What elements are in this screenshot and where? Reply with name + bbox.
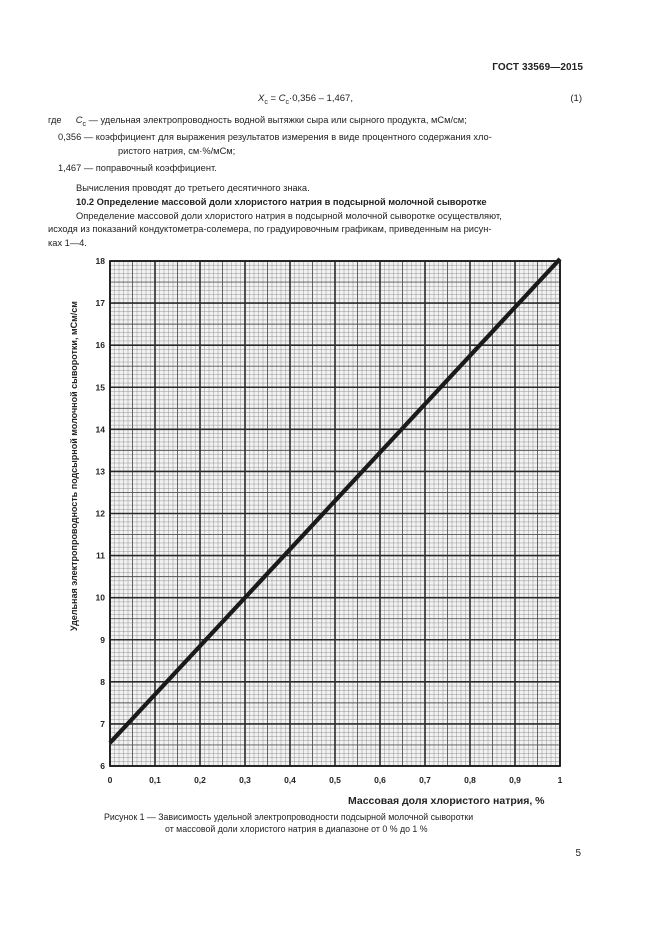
chart-y-tick-label: 15 <box>95 382 105 393</box>
chart-y-tick-label: 16 <box>95 340 105 351</box>
formula-equals: = <box>267 93 279 104</box>
chart-y-tick-label: 17 <box>95 298 105 309</box>
chart-y-tick-label: 8 <box>100 676 105 687</box>
chart-y-tick-label: 6 <box>100 761 105 771</box>
definition-coefficient-text: — коэффициент для выражения результатов измерения в виде процентного содержания хло- <box>83 132 492 142</box>
chart-y-axis-label: Удельная электропроводность подсырной молочной сыворотки, мСм/см <box>69 301 79 631</box>
chart-x-axis-label: Массовая доля хлористого натрия, % <box>348 795 545 807</box>
chart-x-tick-label: 0,6 <box>374 775 386 785</box>
chart-y-tick-label: 7 <box>100 718 105 729</box>
definition-correction-text: — поправочный коэффициент. <box>83 163 217 173</box>
paragraph-line-2: исходя из показаний кондуктометра-солемера, по градуировочным графикам, приведенным на рисун- <box>48 224 492 234</box>
paragraph-line-3: ках 1—4. <box>48 238 87 248</box>
formula-c-subscript: c <box>285 98 290 106</box>
chart-x-tick-label: 0,1 <box>149 775 161 785</box>
figure-caption-line-1: Рисунок 1 — Зависимость удельной электропроводности подсырной молочной сыворотки <box>104 812 474 822</box>
section-heading: 10.2 Определение массовой доли хлористого натрия в подсырной молочной сыворотке <box>76 197 487 207</box>
chart-x-tick-label: 0,2 <box>194 775 206 785</box>
chart-y-tick-label: 14 <box>95 424 105 435</box>
formula-x-subscript: c <box>264 98 268 106</box>
definition-cc-text: — удельная электропроводность водной вытяжки сыра или сырного продукта, мСм/см; <box>88 115 467 125</box>
chart-x-tick-label: 0,9 <box>509 775 521 785</box>
chart-x-tick-label: 1 <box>557 775 563 785</box>
chart-x-tick-label: 0,4 <box>284 775 296 785</box>
definition-where: где <box>48 115 62 125</box>
paragraph-line-1: Определение массовой доли хлористого натрия в подсырной молочной сыворотке осуществляют, <box>76 211 502 221</box>
chart-y-tick-label: 18 <box>95 256 105 266</box>
chart-y-tick-label: 9 <box>100 634 105 645</box>
figure-caption-line-2: от массовой доли хлористого натрия в диапазоне от 0 % до 1 % <box>165 824 428 834</box>
chart-x-tick-label: 0,7 <box>419 775 431 785</box>
chart-y-tick-label: 12 <box>95 508 105 519</box>
formula-rest: ·0,356 – 1,467, <box>289 93 353 104</box>
definition-cc-term: C <box>75 115 83 125</box>
chart-y-tick-label: 11 <box>96 550 105 561</box>
formula-number: (1) <box>570 93 582 104</box>
definition-correction-term: 1,467 <box>58 163 82 173</box>
page-number: 5 <box>575 848 581 859</box>
chart-y-tick-label: 10 <box>95 592 105 603</box>
chart-x-tick-label: 0 <box>107 775 113 785</box>
chart-x-tick-label: 0,3 <box>239 775 251 785</box>
definition-coefficient-term: 0,356 <box>58 132 82 142</box>
definition-coefficient-cont: ристого натрия, см·%/мСм; <box>118 146 236 156</box>
document-standard-header: ГОСТ 33569—2015 <box>492 62 583 73</box>
chart-y-tick-label: 13 <box>95 466 105 477</box>
definition-cc-subscript: c <box>82 120 86 128</box>
formula-c: C <box>278 93 286 104</box>
calc-note: Вычисления проводят до третьего десятичного знака. <box>76 183 310 193</box>
chart-x-tick-label: 0,5 <box>329 775 341 785</box>
chart-x-tick-label: 0,8 <box>464 775 476 785</box>
formula-x: X <box>258 93 265 104</box>
